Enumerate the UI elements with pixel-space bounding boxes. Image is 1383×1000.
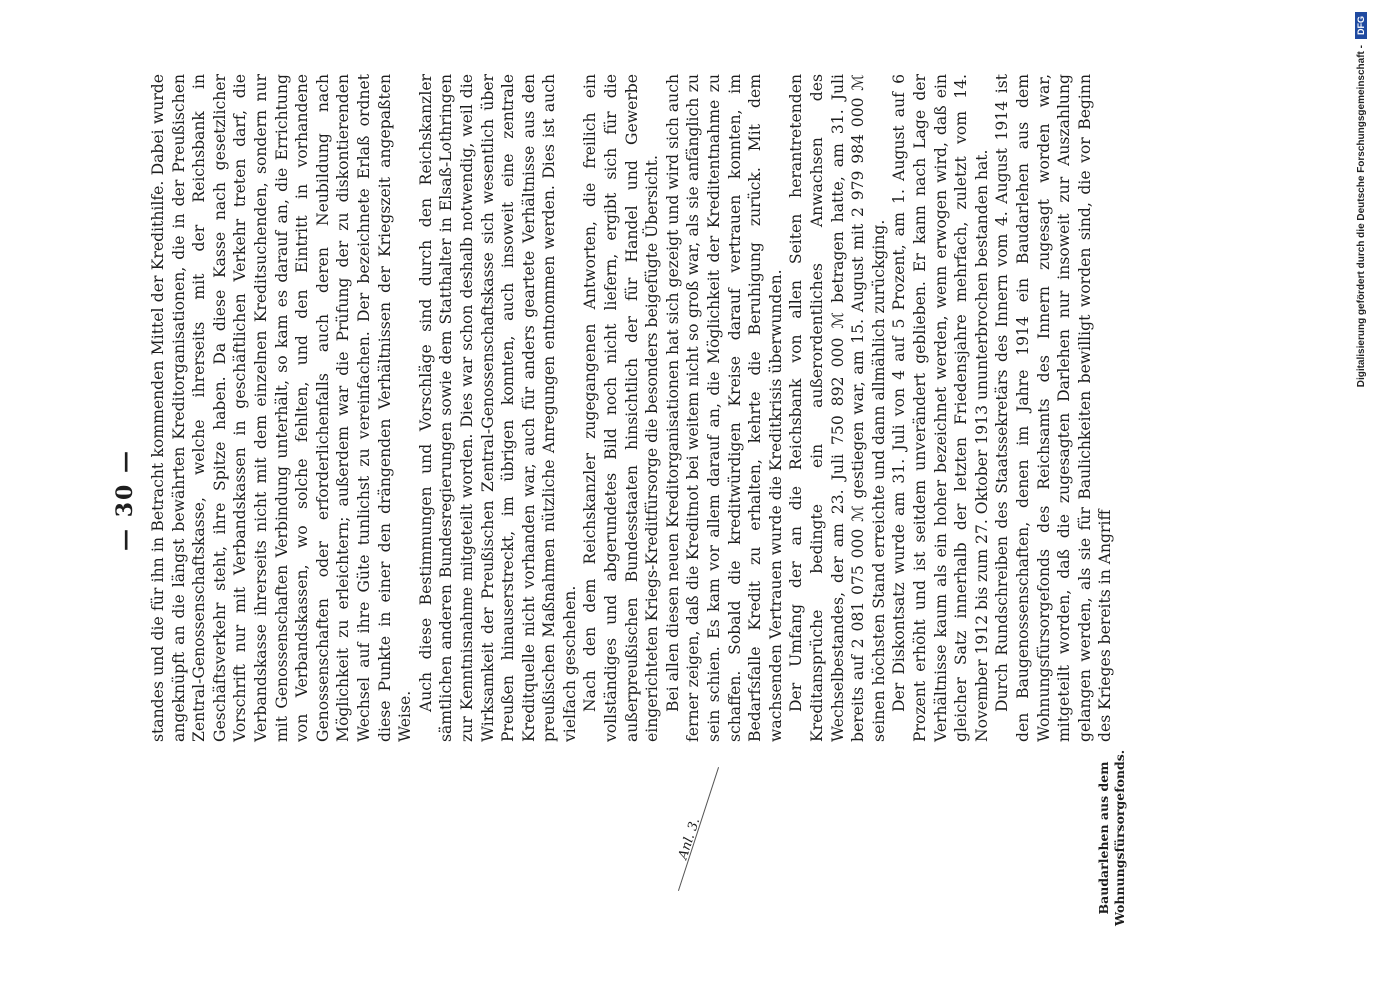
annex-stamp bbox=[675, 774, 720, 894]
paragraph: Der Umfang der an die Reichsbank von allen Seiten herantretenden Kreditansprüche bedingte ein außerordentliches Anwachsen des Wechselbestandes, der am 23. Juli 750 892 000 ℳ betragen hatte, am 31. Juli bereits auf 2 081 075 000 ℳ gestiegen war, am 15. August mit 2 979 984 000 ℳ seinen höchsten Stand erreichte und dann allmählich zurückging. bbox=[787, 74, 888, 742]
stamp-text: Anl. 3. bbox=[675, 816, 704, 862]
digitization-credit bbox=[1355, 0, 1367, 1000]
paragraph: Nach den dem Reichskanzler zugegangenen Antworten, die freilich ein vollständiges und abgerundetes Bild noch nicht liefern, ergibt sich für die außerpreußischen Bundesstaaten hinsichtlich der für Handel und Gewerbe eingerichteten Kriegs-Kreditfürsorge die besonders beigefügte Übersicht. bbox=[581, 74, 662, 742]
paragraph: Bei allen diesen neuen Kreditorganisationen hat sich gezeigt und wird sich auch ferner zeigen, daß die Kreditnot bei weitem nicht so groß war, als sie anfänglich zu sein schien. Es kam vor allem darauf an, die Möglichkeit der Kreditentnahme zu schaffen. Sobald die kreditwürdigen Kreise darauf vertrauen konnten, im Bedarfsfalle Kredit zu erhalten, kehrte die Beruhigung zurück. Mit dem wachsenden Vertrauen wurde die Kreditkrisis überwunden. bbox=[663, 74, 785, 742]
paragraph: standes und die für ihn in Betracht kommenden Mittel der Kredithilfe. Dabei wurde angeknüpft an die längst bewährten Kreditorganisationen, die in der Preußischen Zentral-Genossenschaftskasse, welche ihrerseits mit der Reichsbank in Geschäftsverkehr steht, ihre Spitze haben. Da diese Kasse nach gesetzlicher Vorschrift nur mit Verbandskassen in geschäftlichen Verkehr treten darf, die Verbandskasse ihrerseits nicht mit dem einzelnen Kreditsuchenden, sondern nur mit Genossenschaften Verbindung unterhält, so kam es darauf an, die Errichtung von Verbandskassen, wo solche fehlten, und den Eintritt in vorhandene Genossenschaften oder erforderlichenfalls auch deren Neubildung nach Möglichkeit zu erleichtern; außerdem war die Prüfung der zu diskontierenden Wechsel auf ihre Güte tunlichst zu vereinfachen. Der bezeichnete Erlaß ordnet diese Punkte in einer den drängenden Verhältnissen der Kriegszeit angepaßten Weise. bbox=[149, 74, 415, 742]
paragraph: Durch Rundschreiben des Staatssekretärs des Innern vom 4. August 1914 ist den Baugenossenschaften, denen im Jahre 1914 ein Baudarlehen aus dem Wohnungsfürsorgefonds des Reichsamts des Innern zugesagt worden war, mitgeteilt worden, daß die zugesagten Darlehen nur insoweit zur Auszahlung gelangen werden, als sie für Baulichkeiten bewilligt worden sind, die vor Beginn des Krieges bereits in Angriff bbox=[993, 74, 1115, 742]
margin-note: Baudarlehen aus dem Wohnungsfürsorgefonds. bbox=[1096, 749, 1127, 926]
page-number: — 30 — bbox=[112, 449, 138, 551]
credit-text: Digitalisierung gefördert durch die Deutsche Forschungsgemeinschaft - bbox=[1355, 45, 1367, 388]
dfg-logo: DFG bbox=[1355, 12, 1367, 39]
paragraph: Auch diese Bestimmungen und Vorschläge sind durch den Reichskanzler sämtlichen anderen Bundesregierungen sowie dem Statthalter in Elsaß-Lothringen zur Kenntnisnahme mitgeteilt worden. Dies war schon deshalb notwendig, weil die Wirksamkeit der Preußischen Zentral-Genossenschaftskasse sich wesentlich über Preußen hinauserstreckt, im übrigen konnten, auch insoweit eine zentrale Kreditquelle nicht vorhanden war, auch für anders geartete Verhältnisse aus den preußischen Maßnahmen nützliche Anregungen entnommen werden. Dies ist auch vielfach geschehen. bbox=[416, 74, 579, 742]
paragraph: Der Diskontsatz wurde am 31. Juli von 4 auf 5 Prozent, am 1. August auf 6 Prozent erhöht und ist seitdem unverändert geblieben. Er kann nach Lage der Verhältnisse kaum als ein hoher bezeichnet werden, wenn erwogen wird, daß ein gleicher Satz innerhalb der letzten Friedensjahre mehrfach, zuletzt vom 14. November 1912 bis zum 27. Oktober 1913 ununterbrochen bestanden hat. bbox=[890, 74, 991, 742]
body-text bbox=[148, 74, 1116, 742]
